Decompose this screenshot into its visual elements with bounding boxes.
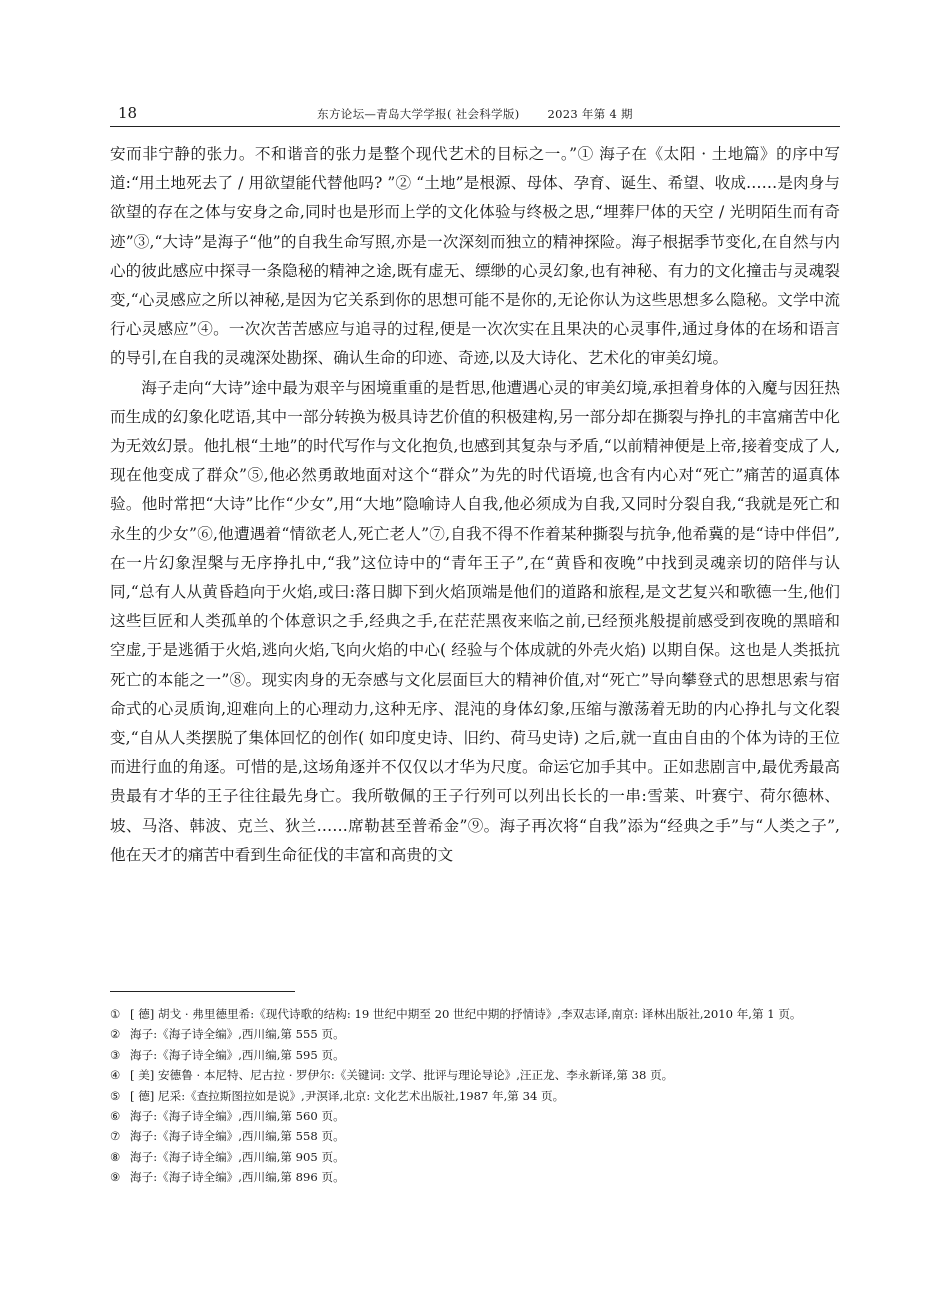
footnote-item [110, 1126, 840, 1146]
footnote-mark: ④ [110, 1068, 121, 1083]
footnote-text: 海子:《海子诗全编》,西川编,第 560 页。 [130, 1109, 345, 1124]
footnote-mark: ⑨ [110, 1170, 121, 1185]
footnote-item [110, 1024, 840, 1044]
body-paragraph-2: 海子走向“大诗”途中最为艰辛与困境重重的是哲思,他遭遇心灵的审美幻境,承担着身体的入魔与因狂热而生成的幻象化呓语,其中一部分转换为极具诗艺价值的积极建构,另一部分却在撕裂与挣扎的丰富痛苦中化为无效幻景。他扎根“土地”的时代写作与文化抱负,也感到其复杂与矛盾,“以前精神便是上帝,接着变成了人,现在他变成了群众”⑤,他必然勇敢地面对这个“群众”为先的时代语境,也含有内心对“死亡”痛苦的逼真体验。他时常把“大诗”比作“少女”,用“大地”隐喻诗人自我,他必须成为自我,又同时分裂自我,“我就是死亡和永生的少女”⑥,他遭遇着“情欲老人,死亡老人”⑦,自我不得不作着某种撕裂与抗争,他希冀的是“诗中伴侣”,在一片幻象涅槃与无序挣扎中,“我”这位诗中的“青年王子”,在“黄昏和夜晚”中找到灵魂亲切的陪伴与认同,“总有人从黄昏趋向于火焰,或曰:落日脚下到火焰顶端是他们的道路和旅程,是文艺复兴和歌德一生,他们这些巨匠和人类孤单的个体意识之手,经典之手,在茫茫黑夜来临之前,已经预兆般提前感受到夜晚的黑暗和空虚,于是逃循于火焰,逃向火焰,飞向火焰的中心( 经验与个体成就的外壳火焰) 以期自保。这也是人类抵抗死亡的本能之一”⑧。现实肉身的无奈感与文化层面巨大的精神价值,对“死亡”导向攀登式的思想思索与宿命式的心灵质询,迎难向上的心理动力,这种无序、混沌的身体幻象,压缩与激荡着无助的内心挣扎与文化裂变,“自从人类摆脱了集体回忆的创作( 如印度史诗、旧约、荷马史诗) 之后,就一直由自由的个体为诗的王位而进行血的角逐。可惜的是,这场角逐并不仅仅以才华为尺度。命运它加手其中。正如悲剧言中,最优秀最高贵最有才华的王子往往最先身亡。我所敬佩的王子行列可以列出长长的一串:雪莱、叶赛宁、荷尔德林、坡、马洛、韩波、克兰、狄兰……席勒甚至普希金”⑨。海子再次将“自我”添为“经典之手”与“人类之子”,他在天才的痛苦中看到生命征伐的丰富和高贵的文 [110, 378, 840, 864]
footnote-item [110, 1004, 840, 1024]
footnote-text: [ 德] 尼采:《查拉斯图拉如是说》,尹溟译,北京: 文化艺术出版社,1987 年,第 34 页。 [130, 1088, 565, 1103]
journal-name: 东方论坛—青岛大学学报( 社会科学版) [317, 107, 520, 121]
footnote-text: 海子:《海子诗全编》,西川编,第 558 页。 [130, 1129, 345, 1144]
footnote-text: [ 德] 胡戈 · 弗里德里希:《现代诗歌的结构: 19 世纪中期至 20 世纪中期的抒情诗》,李双志译,南京: 译林出版社,2010 年,第 1 页。 [130, 1007, 802, 1021]
footnote-item [110, 1086, 840, 1106]
footnotes [110, 1004, 840, 1188]
journal-title [110, 106, 840, 122]
page-number: 18 [118, 104, 138, 122]
footnote-item [110, 1167, 840, 1187]
footnote-item [110, 1045, 840, 1065]
footnote-mark: ② [110, 1027, 121, 1042]
footnote-text: 海子:《海子诗全编》,西川编,第 905 页。 [130, 1149, 345, 1164]
footnote-mark: ① [110, 1007, 121, 1021]
body-text [110, 140, 840, 870]
footnote-mark: ⑧ [110, 1149, 121, 1164]
footnote-item [110, 1065, 840, 1085]
footnote-text: 海子:《海子诗全编》,西川编,第 555 页。 [130, 1027, 345, 1042]
footnote-mark: ⑤ [110, 1088, 121, 1103]
footnote-item [110, 1106, 840, 1126]
footnote-mark: ⑦ [110, 1129, 121, 1144]
footnote-mark: ⑥ [110, 1109, 121, 1124]
body-paragraph-1: 安而非宁静的张力。不和谐音的张力是整个现代艺术的目标之一。”① 海子在《太阳 · 土地篇》的序中写道:“用土地死去了 / 用欲望能代替他吗? ”② “土地”是根源、母体、孕育、诞生、希望、收成……是肉身与欲望的存在之体与安身之命,同时也是形而上学的文化体验与终极之思,“埋葬尸体的天空 / 光明陌生而有奇迹”③,“大诗”是海子“他”的自我生命写照,亦是一次深刻而独立的精神探险。海子根据季节变化,在自然与内心的彼此感应中探寻一条隐秘的精神之途,既有虚无、缥缈的心灵幻象,也有神秘、有力的文化撞击与灵魂裂变,“心灵感应之所以神秘,是因为它关系到你的思想可能不是你的,无论你认为这些思想多么隐秘。文学中流行心灵感应”④。一次次苦苦感应与追寻的过程,便是一次次实在且果决的心灵事件,通过身体的在场和语言的导引,在自我的灵魂深处勘探、确认生命的印迹、奇迹,以及大诗化、艺术化的审美幻境。 [110, 145, 840, 368]
footnote-text: [ 美] 安德鲁 · 本尼特、尼古拉 · 罗伊尔:《关键词: 文学、批评与理论导论》,汪正龙、李永新译,第 38 页。 [130, 1068, 674, 1083]
footnote-text: 海子:《海子诗全编》,西川编,第 595 页。 [130, 1047, 345, 1062]
footnote-divider [110, 991, 295, 992]
footnote-item [110, 1147, 840, 1167]
journal-issue: 2023 年第 4 期 [547, 107, 633, 121]
running-header [110, 98, 840, 127]
footnote-mark: ③ [110, 1047, 121, 1062]
footnote-text: 海子:《海子诗全编》,西川编,第 896 页。 [130, 1170, 345, 1185]
